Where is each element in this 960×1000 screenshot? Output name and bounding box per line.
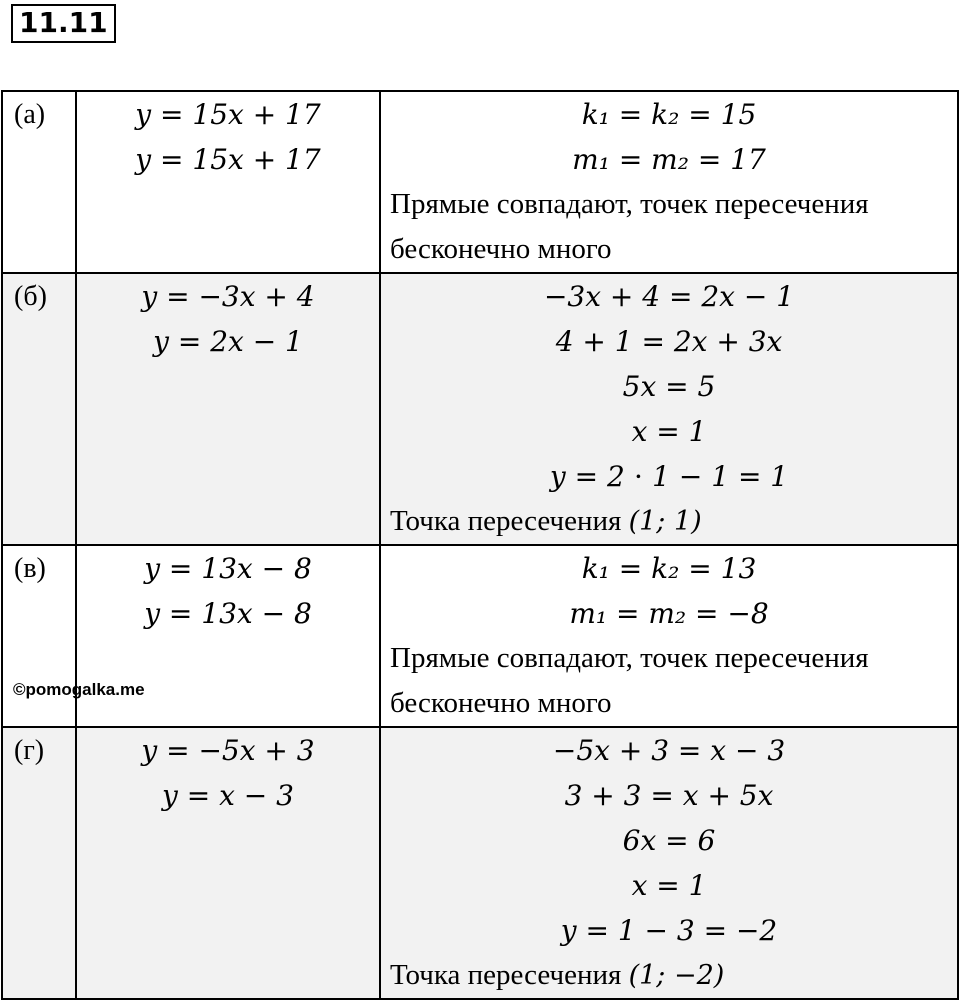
row-label: (а) [14, 99, 46, 130]
equation-system-cell [76, 727, 380, 999]
equation-system-cell [76, 273, 380, 545]
solution-step: m₁ = m₂ = −8 [569, 597, 769, 630]
conclusion-text: Точка пересечения [390, 505, 629, 537]
conclusion-line: бесконечно много [390, 687, 612, 719]
solution-step: x = 1 [631, 869, 707, 902]
solution-step: y = 1 − 3 = −2 [560, 914, 778, 947]
row-label-cell [2, 91, 76, 273]
conclusion-line: бесконечно много [390, 233, 612, 265]
table-row [2, 91, 958, 273]
equation: y = 13x − 8 [144, 552, 312, 585]
solution-step: −5x + 3 = x − 3 [552, 734, 786, 767]
equation-system-cell [76, 91, 380, 273]
solution-step: k₁ = k₂ = 13 [581, 552, 757, 585]
solution-table [1, 90, 959, 1000]
equation: y = −3x + 4 [141, 280, 315, 313]
solution-step: 6x = 6 [622, 824, 716, 857]
solution-step: m₁ = m₂ = 17 [572, 143, 766, 176]
conclusion-text: Точка пересечения [390, 959, 629, 991]
row-label-cell [2, 727, 76, 999]
solution-cell [380, 273, 958, 545]
solution-step: 4 + 1 = 2x + 3x [555, 325, 783, 358]
row-label: (б) [14, 281, 47, 312]
row-label: (г) [14, 735, 45, 766]
intersection-point: (1; −2) [628, 960, 725, 991]
solution-cell [380, 727, 958, 999]
equation: y = 13x − 8 [144, 597, 312, 630]
equation: y = 15x + 17 [135, 143, 321, 176]
solution-step: k₁ = k₂ = 15 [581, 98, 757, 131]
table-row [2, 273, 958, 545]
equation: y = −5x + 3 [141, 734, 315, 767]
solution-cell [380, 545, 958, 727]
equation: y = 15x + 17 [135, 98, 321, 131]
conclusion-line [381, 953, 957, 998]
row-label-cell [2, 273, 76, 545]
table-row [2, 727, 958, 999]
conclusion-line [381, 499, 957, 544]
conclusion-line: Прямые совпадают, точек пересечения [390, 188, 869, 220]
solution-step: x = 1 [631, 415, 707, 448]
equation: y = 2x − 1 [153, 325, 303, 358]
table-row [2, 545, 958, 727]
row-label: (в) [14, 553, 46, 584]
solution-step: −3x + 4 = 2x − 1 [543, 280, 795, 313]
equation: y = x − 3 [162, 779, 294, 812]
solution-step: 3 + 3 = x + 5x [564, 779, 774, 812]
intersection-point: (1; 1) [628, 506, 702, 537]
conclusion-line: Прямые совпадают, точек пересечения [390, 642, 869, 674]
solution-step: y = 2 ⋅ 1 − 1 = 1 [549, 460, 789, 493]
watermark: ©pomogalka.me [13, 680, 145, 699]
problem-number: 11.11 [11, 4, 116, 43]
solution-step: 5x = 5 [622, 370, 716, 403]
solution-cell [380, 91, 958, 273]
